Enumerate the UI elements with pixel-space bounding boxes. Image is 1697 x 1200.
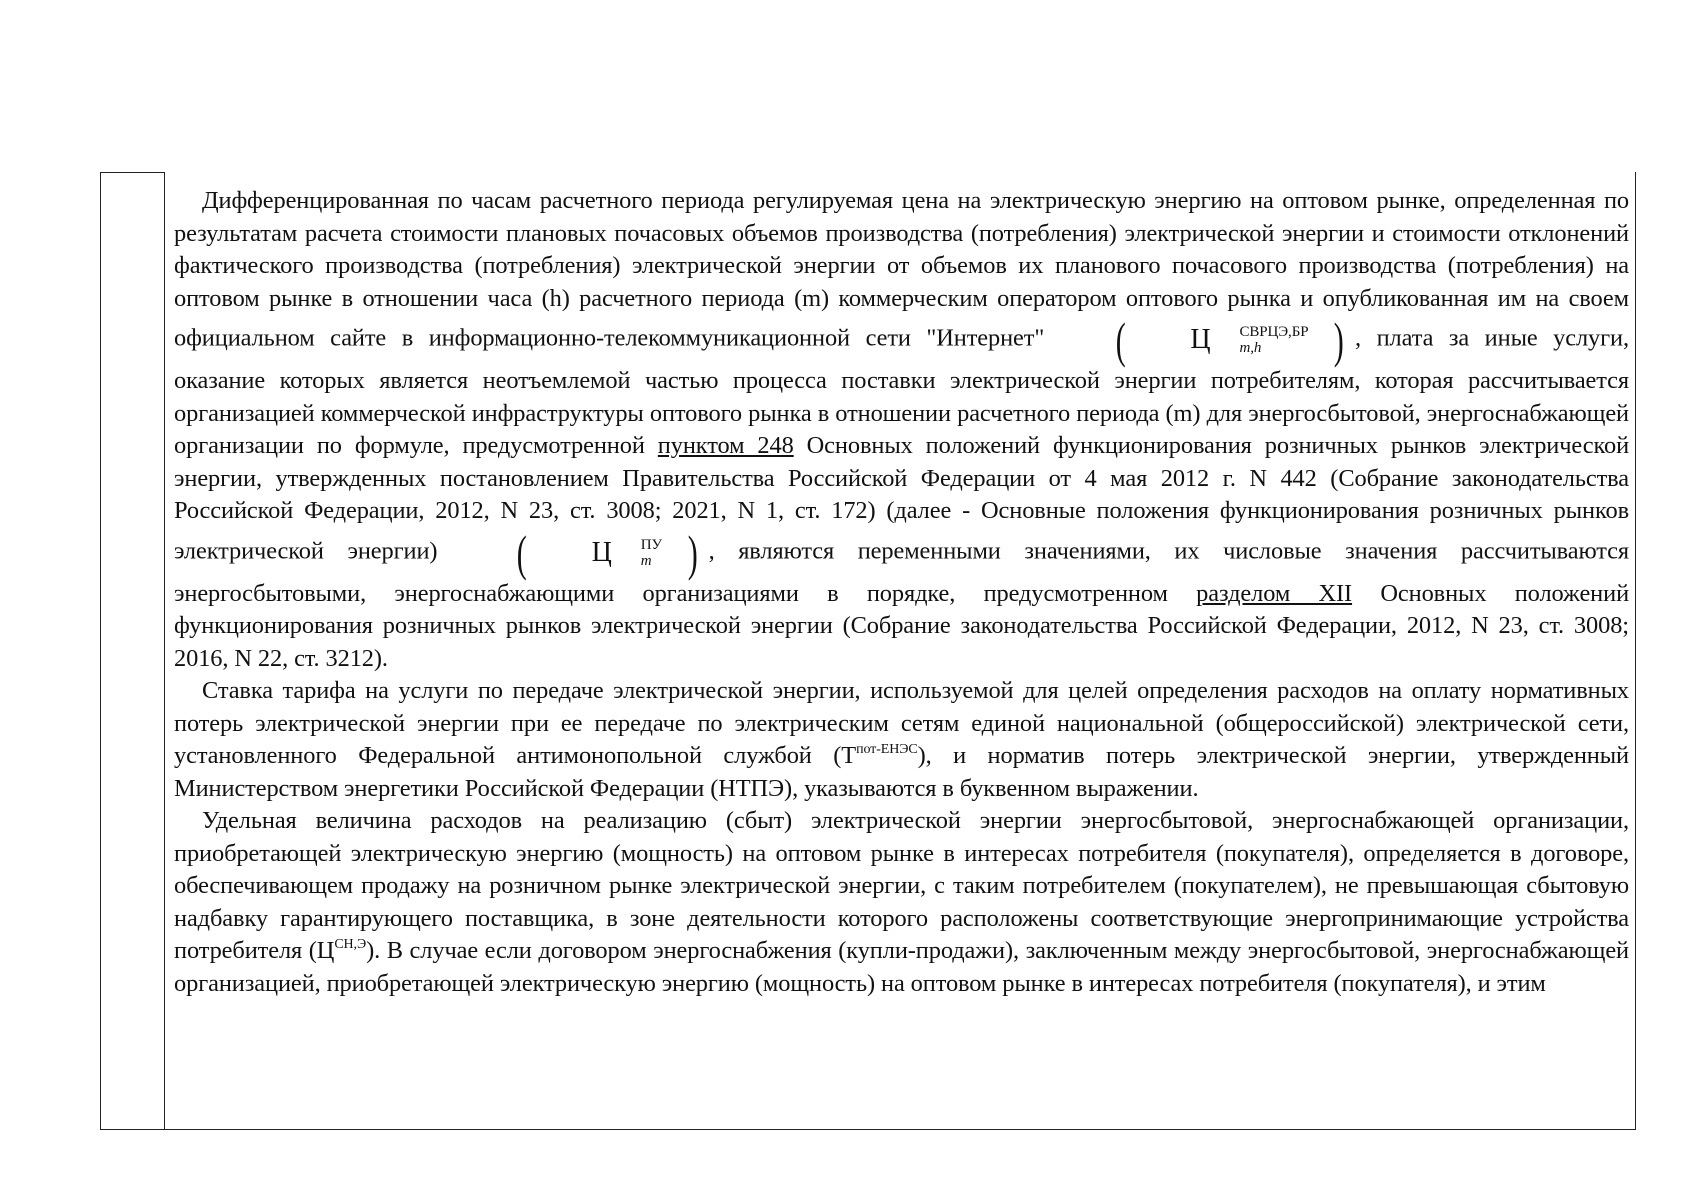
formula-base: Ц — [1190, 324, 1211, 355]
formula-scripts — [1211, 324, 1308, 356]
superscript-sn-e: СН,Э — [334, 937, 367, 952]
paragraph-sales-costs — [174, 805, 1629, 1000]
formula-superscript: ПУ — [640, 536, 663, 553]
formula-scripts — [613, 537, 662, 569]
paragraph-text: Основных положений функционирования розничных рынков электрической энергии, утвержденных постановлением Правительства Российской Федерации от 4 мая 2012 г. N 442 (Собрание законодательства Российской Федерации, 2012, N 23, ст. 3008; 2021, N 1, ст. 172) (далее - Основные положения функционирования розничных рынков электрической энергии) — [174, 432, 1630, 565]
paragraph-text: Удельная величина расходов на реализацию (сбыт) электрической энергии энергосбытовой, энергоснабжающей организации, приобретающей электрическую энергию (мощность) на оптовом рынке в интересах потребителя (покупателя), определяется в договоре, обеспечивающем продажу на розничном рынке электрической энергии, с таким потребителем (покупателем), не превышающая сбытовую надбавку гарантирующего поставщика, в зоне деятельности которого расположены соответствующие энергопринимающие устройства потребителя (Ц — [174, 807, 1629, 964]
formula-svrce-br — [1062, 312, 1353, 368]
formula-base: Ц — [591, 536, 612, 568]
paragraph-text: ), и норматив потерь электрической энергии, утвержденный Министерством энергетики Российской Федерации (НТПЭ), указываются в буквенном выражении. — [174, 742, 1629, 802]
paragraph-text: , плата за иные услуги, оказание которых является неотъемлемой частью процесса поставки электрической энергии потребителям, которая рассчитывается организацией коммерческой инфраструктуры оптового рынка в отношении расчетного периода (m) для энергосбытовой, энергоснабжающей организации по формуле, предусмотренной — [174, 324, 1630, 459]
formula-subscript: m — [640, 552, 652, 569]
formula-body — [536, 537, 662, 569]
table-left-cell — [101, 172, 165, 1129]
paragraph-text: , являются переменными значениями, их числовые значения рассчитываются энергосбытовыми, энергоснабжающими организациями в порядке, предусмотренном — [174, 537, 1629, 607]
formula-pu — [463, 524, 707, 581]
superscript-pot-enes: пот-ЕНЭС — [856, 742, 918, 757]
document-table — [100, 172, 1636, 1130]
paragraph-text: ). В случае если договором энергоснабжения (купли-продажи), заключенным между энергосбытовой, энергоснабжающей организацией, приобретающей электрическую энергию (мощность) на оптовом рынке в интересах потребителя (покупателя), и этим — [174, 937, 1629, 997]
formula-paren-right: ) — [1334, 312, 1345, 368]
paragraph-price-definition — [174, 185, 1629, 675]
paragraph-text: Основных положений функционирования розничных рынков электрической энергии (Собрание законодательства Российской Федерации, 2012, N 23, ст. 3008; 2016, N 22, ст. 3212). — [174, 579, 1630, 672]
paragraph-tariff-rate — [174, 675, 1629, 805]
link-razdel-xii[interactable]: разделом XII — [1196, 579, 1353, 607]
link-punkt-248[interactable]: пунктом 248 — [657, 432, 794, 459]
formula-subscript: m,h — [1239, 340, 1262, 356]
table-text-cell — [165, 172, 1635, 1129]
paragraph-text: Ставка тарифа на услуги по передаче электрической энергии, используемой для целей определения расходов на оплату нормативных потерь электрической энергии при ее передаче по электрическим сетям единой национальной (общероссийской) электрической сети, установленного Федеральной антимонопольной службой (Т — [174, 677, 1629, 769]
formula-body — [1134, 324, 1308, 356]
formula-paren-left: ( — [516, 524, 527, 581]
formula-paren-right: ) — [687, 524, 698, 581]
formula-paren-left: ( — [1115, 312, 1126, 368]
paragraph-text: Дифференцированная по часам расчетного периода регулируемая цена на электрическую энергию на оптовом рынке, определенная по результатам расчета стоимости плановых почасовых объемов производства (потребления) электрической энергии и стоимости отклонений фактического производства (потребления) электрической энергии от объемов их планового почасового производства (потребления) на оптовом рынке в отношении часа (h) расчетного периода (m) коммерческим оператором оптового рынка и опубликованная им на своем официальном сайте в информационно-телекоммуникационной сети "Интернет" — [174, 187, 1629, 352]
formula-superscript: СВРЦЭ,БР — [1239, 324, 1309, 340]
